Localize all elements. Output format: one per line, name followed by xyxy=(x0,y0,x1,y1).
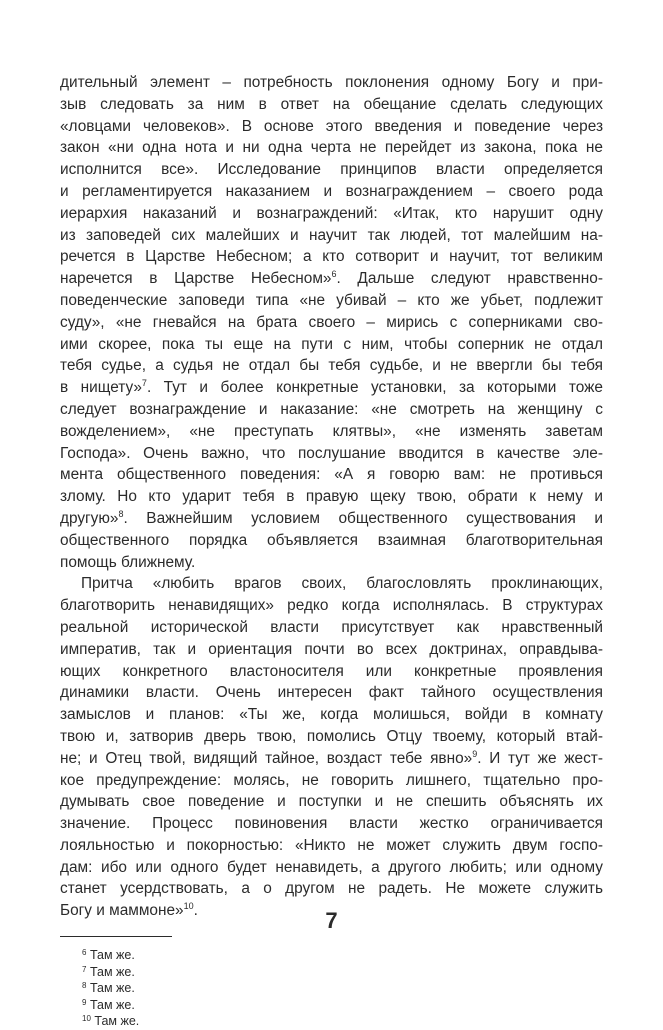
text-line xyxy=(60,857,603,879)
line-text: помощь ближнему. xyxy=(60,553,196,571)
text-line xyxy=(60,835,603,857)
line-text: благотворить ненавидящих» редко когда исполнялась. В структурах xyxy=(60,597,603,615)
text-line xyxy=(60,116,603,138)
line-text: исполнится все». Исследование принципов власти определяется xyxy=(60,161,603,179)
line-text: не; и Отец твой, видящий тайное, воздаст тебе явно» xyxy=(60,749,473,767)
line-text: другую» xyxy=(60,509,119,527)
footnote-number: 10 xyxy=(82,1014,91,1024)
line-text: речется в Царстве Небесном; а кто сотворит и научит, тот великим xyxy=(60,248,603,266)
line-text: дительный элемент – потребность поклонения одному Богу и при- xyxy=(60,74,603,91)
text-line xyxy=(60,464,603,486)
text-line xyxy=(60,508,603,530)
text-line xyxy=(60,682,603,704)
line-text: значение. Процесс повиновения власти жестко ограничивается xyxy=(60,815,603,833)
footnote-text: Там же. xyxy=(89,981,135,996)
footnote xyxy=(60,964,603,981)
text-line xyxy=(60,552,603,574)
footnote xyxy=(60,1013,603,1030)
line-text: лояльностью и покорностью: «Никто не может служить двум госпо- xyxy=(60,836,603,854)
line-text: зыв следовать за ним в ответ на обещание сделать следующих xyxy=(60,95,603,113)
text-line xyxy=(60,573,603,595)
line-text: кое предупреждение: молясь, не говорить лишнего, тщательно про- xyxy=(60,771,603,789)
text-line xyxy=(60,312,603,334)
footnote xyxy=(60,980,603,997)
line-text: мента общественного поведения: «А я говорю вам: не противься xyxy=(60,466,603,484)
page-number: 7 xyxy=(325,908,338,933)
text-line xyxy=(60,72,603,94)
line-text-after: . И тут же жест- xyxy=(477,749,603,767)
line-text: думывать свое поведение и поступки и не спешить объяснять их xyxy=(60,793,603,811)
footnote-number: 7 xyxy=(82,964,87,974)
footnote-number: 6 xyxy=(82,948,87,958)
text-line xyxy=(60,704,603,726)
text-line xyxy=(60,159,603,181)
text-line xyxy=(60,94,603,116)
line-text: злому. Но кто ударит тебя в правую щеку твою, обрати к нему и xyxy=(60,488,603,506)
line-text: из заповедей сих малейших и научит так людей, тот малейшим на- xyxy=(60,226,603,244)
line-text: общественного порядка объявляется взаимная благотворительная xyxy=(60,531,603,549)
line-text: суду», «не гневайся на брата своего – мирись с соперниками сво- xyxy=(60,313,603,331)
line-text-after: . Важнейшим условием общественного существования и xyxy=(123,509,603,527)
text-line xyxy=(60,617,603,639)
line-text: ющих конкретного властоносителя или конкретные проявления xyxy=(60,662,603,680)
page-body xyxy=(60,72,603,1030)
text-line xyxy=(60,334,603,356)
line-text-after: . Дальше следуют нравственно- xyxy=(336,270,603,288)
text-line xyxy=(60,399,603,421)
paragraph-1 xyxy=(60,72,603,573)
line-text: Притча «любить врагов своих, благословлять проклинающих, xyxy=(81,575,603,593)
text-line xyxy=(60,878,603,900)
footnote-ref: 10 xyxy=(183,901,194,912)
text-line xyxy=(60,748,603,770)
footnote-ref: 7 xyxy=(141,378,147,389)
footnote-text: Там же. xyxy=(94,1014,140,1029)
line-text: следует вознаграждение и наказание: «не смотреть на женщину с xyxy=(60,400,603,418)
line-text: реальной исторической власти присутствует как нравственный xyxy=(60,618,603,636)
text-line xyxy=(60,813,603,835)
line-text: Богу и маммоне» xyxy=(60,902,184,920)
line-text-after: . Тут и более конкретные установки, за которыми тоже xyxy=(146,379,603,397)
line-text: твою и, затворив дверь твою, помолись Отцу твоему, который втай- xyxy=(60,727,603,745)
line-text: Господа». Очень важно, что послушание вводится в качестве эле- xyxy=(60,444,603,462)
line-text: замыслов и планов: «Ты же, когда молишься, войди в комнату xyxy=(60,706,603,724)
text-line xyxy=(60,246,603,268)
line-text: «ловцами человеков». В основе этого введения и поведение через xyxy=(60,117,603,135)
footnote-number: 8 xyxy=(82,981,87,991)
footnote-text: Там же. xyxy=(89,948,135,963)
line-text: закон «ни одна нота и ни одна черта не перейдет из закона, пока не xyxy=(60,139,603,157)
paragraph-2 xyxy=(60,573,603,922)
text-line xyxy=(60,530,603,552)
text-line xyxy=(60,726,603,748)
line-text: ими скорее, пока ты еще на пути с ним, чтобы соперник не отдал xyxy=(60,335,603,353)
line-text: динамики власти. Очень интересен факт тайного осуществления xyxy=(60,684,603,702)
footnotes xyxy=(60,947,603,1030)
text-line xyxy=(60,268,603,290)
footnote-ref: 6 xyxy=(331,269,337,280)
line-text: поведенческие заповеди типа «не убивай – кто же убьет, подлежит xyxy=(60,291,603,309)
line-text: станет усердствовать, а о другом не радеть. Не можете служить xyxy=(60,880,603,898)
line-text: наречется в Царстве Небесном» xyxy=(60,270,332,288)
text-line xyxy=(60,181,603,203)
line-text: дам: ибо или одного будет ненавидеть, а другого любить; или одному xyxy=(60,858,603,876)
line-text: иерархия наказаний и вознаграждений: «Итак, кто нарушит одну xyxy=(60,204,603,222)
text-line xyxy=(60,377,603,399)
line-text: в нищету» xyxy=(60,379,142,397)
footnote-divider xyxy=(60,936,172,937)
line-text: императив, так и ориентация почти во всех доктринах, оправдыва- xyxy=(60,640,603,658)
footnote-text: Там же. xyxy=(89,964,135,979)
text-line xyxy=(60,639,603,661)
footnote xyxy=(60,997,603,1014)
text-line xyxy=(60,137,603,159)
line-text-after: . xyxy=(193,902,198,920)
text-line xyxy=(60,355,603,377)
line-text: и регламентируется наказанием и вознаграждением – своего рода xyxy=(60,182,603,200)
line-text: вожделением», «не преступать клятвы», «не изменять заветам xyxy=(60,422,603,440)
footnote-number: 9 xyxy=(82,997,87,1007)
text-line xyxy=(60,225,603,247)
text-line xyxy=(60,203,603,225)
text-line xyxy=(60,770,603,792)
line-text: тебя судье, а судья не отдал бы тебя судьбе, и не ввергли бы тебя xyxy=(60,357,603,375)
text-line xyxy=(60,290,603,312)
text-line xyxy=(60,421,603,443)
footnote-ref: 9 xyxy=(472,748,478,759)
text-line xyxy=(60,661,603,683)
footnote-ref: 8 xyxy=(118,508,124,519)
text-line xyxy=(60,791,603,813)
footnote-text: Там же. xyxy=(89,997,135,1012)
text-line xyxy=(60,595,603,617)
footnote xyxy=(60,947,603,964)
text-line xyxy=(60,486,603,508)
text-line xyxy=(60,443,603,465)
